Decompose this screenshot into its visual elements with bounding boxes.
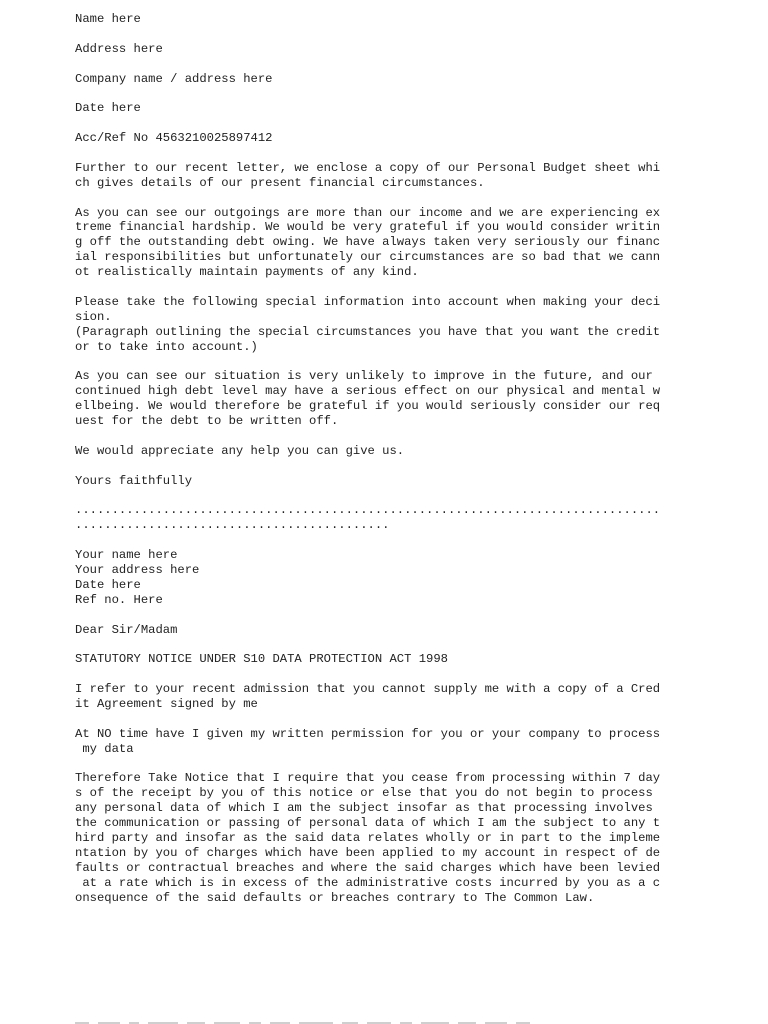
text-line: Therefore Take Notice that I require that you cease from processing within 7 day xyxy=(75,771,661,786)
reference-number: Ref no. Here xyxy=(75,592,163,607)
text-line: s of the receipt by you of this notice or else that you do not begin to process xyxy=(75,786,653,801)
paragraph-budget-sheet xyxy=(75,161,675,191)
company-address: Company name / address here xyxy=(75,71,273,86)
text-line: at a rate which is in excess of the administrative costs incurred by you as a c xyxy=(75,875,661,890)
cut-off-next-page-text xyxy=(75,1016,675,1024)
text-line: uest for the debt to be written off. xyxy=(75,414,339,429)
paragraph-appreciation: We would appreciate any help you can give us. xyxy=(75,443,405,458)
text-line: the communication or passing of personal data of which I am the subject to any t xyxy=(75,816,661,831)
text-line: ch gives details of our present financial circumstances. xyxy=(75,175,485,190)
text-line: sion. xyxy=(75,309,112,324)
text-line: Please take the following special information into account when making your deci xyxy=(75,294,661,309)
text-line: continued high debt level may have a serious effect on our physical and mental w xyxy=(75,384,661,399)
salutation: Dear Sir/Madam xyxy=(75,622,178,637)
letter-date: Date here xyxy=(75,101,141,116)
signature-line-continued: ........................................... xyxy=(75,518,390,533)
text-line: hird party and insofar as the said data relates wholly or in part to the impleme xyxy=(75,830,661,845)
text-line: ot realistically maintain payments of any kind. xyxy=(75,265,419,280)
text-line: ntation by you of charges which have been applied to my account in respect of de xyxy=(75,845,661,860)
paragraph-write-off-request xyxy=(75,369,675,429)
your-address: Your address here xyxy=(75,562,200,577)
text-line: g off the outstanding debt owing. We have always taken very seriously our financ xyxy=(75,235,661,250)
paragraph-special-information xyxy=(75,295,675,355)
your-name: Your name here xyxy=(75,548,178,563)
paragraph-take-notice xyxy=(75,771,675,905)
letter-document xyxy=(75,12,675,905)
text-line: my data xyxy=(75,741,134,756)
sender-name: Name here xyxy=(75,12,141,26)
notice-heading: STATUTORY NOTICE UNDER S10 DATA PROTECTION ACT 1998 xyxy=(75,652,448,667)
paragraph-hardship xyxy=(75,206,675,280)
text-line: or to take into account.) xyxy=(75,339,258,354)
text-line: treme financial hardship. We would be very grateful if you would consider writin xyxy=(75,220,661,235)
signature-line: ................................................................................ xyxy=(75,503,661,518)
text-line: (Paragraph outlining the special circumstances you have that you want the credit xyxy=(75,324,661,339)
text-line: faults or contractual breaches and where the said charges which have been levied xyxy=(75,860,661,875)
sender-address: Address here xyxy=(75,41,163,56)
text-line: At NO time have I given my written permission for you or your company to process xyxy=(75,726,661,741)
text-line: ellbeing. We would therefore be grateful if you would seriously consider our req xyxy=(75,399,661,414)
text-line: Further to our recent letter, we enclose a copy of our Personal Budget sheet whi xyxy=(75,160,661,175)
text-line: I refer to your recent admission that you cannot supply me with a copy of a Cred xyxy=(75,682,661,697)
text-line: it Agreement signed by me xyxy=(75,696,258,711)
text-line: ial responsibilities but unfortunately our circumstances are so bad that we cann xyxy=(75,250,661,265)
text-line: onsequence of the said defaults or breaches contrary to The Common Law. xyxy=(75,890,595,905)
text-line: As you can see our situation is very unlikely to improve in the future, and our xyxy=(75,369,653,384)
text-line: As you can see our outgoings are more than our income and we are experiencing ex xyxy=(75,205,661,220)
account-reference: Acc/Ref No 4563210025897412 xyxy=(75,131,273,146)
closing: Yours faithfully xyxy=(75,473,193,488)
notice-date: Date here xyxy=(75,577,141,592)
paragraph-credit-agreement xyxy=(75,682,675,712)
text-line: any personal data of which I am the subject insofar as that processing involves xyxy=(75,801,653,816)
paragraph-no-permission xyxy=(75,727,675,757)
